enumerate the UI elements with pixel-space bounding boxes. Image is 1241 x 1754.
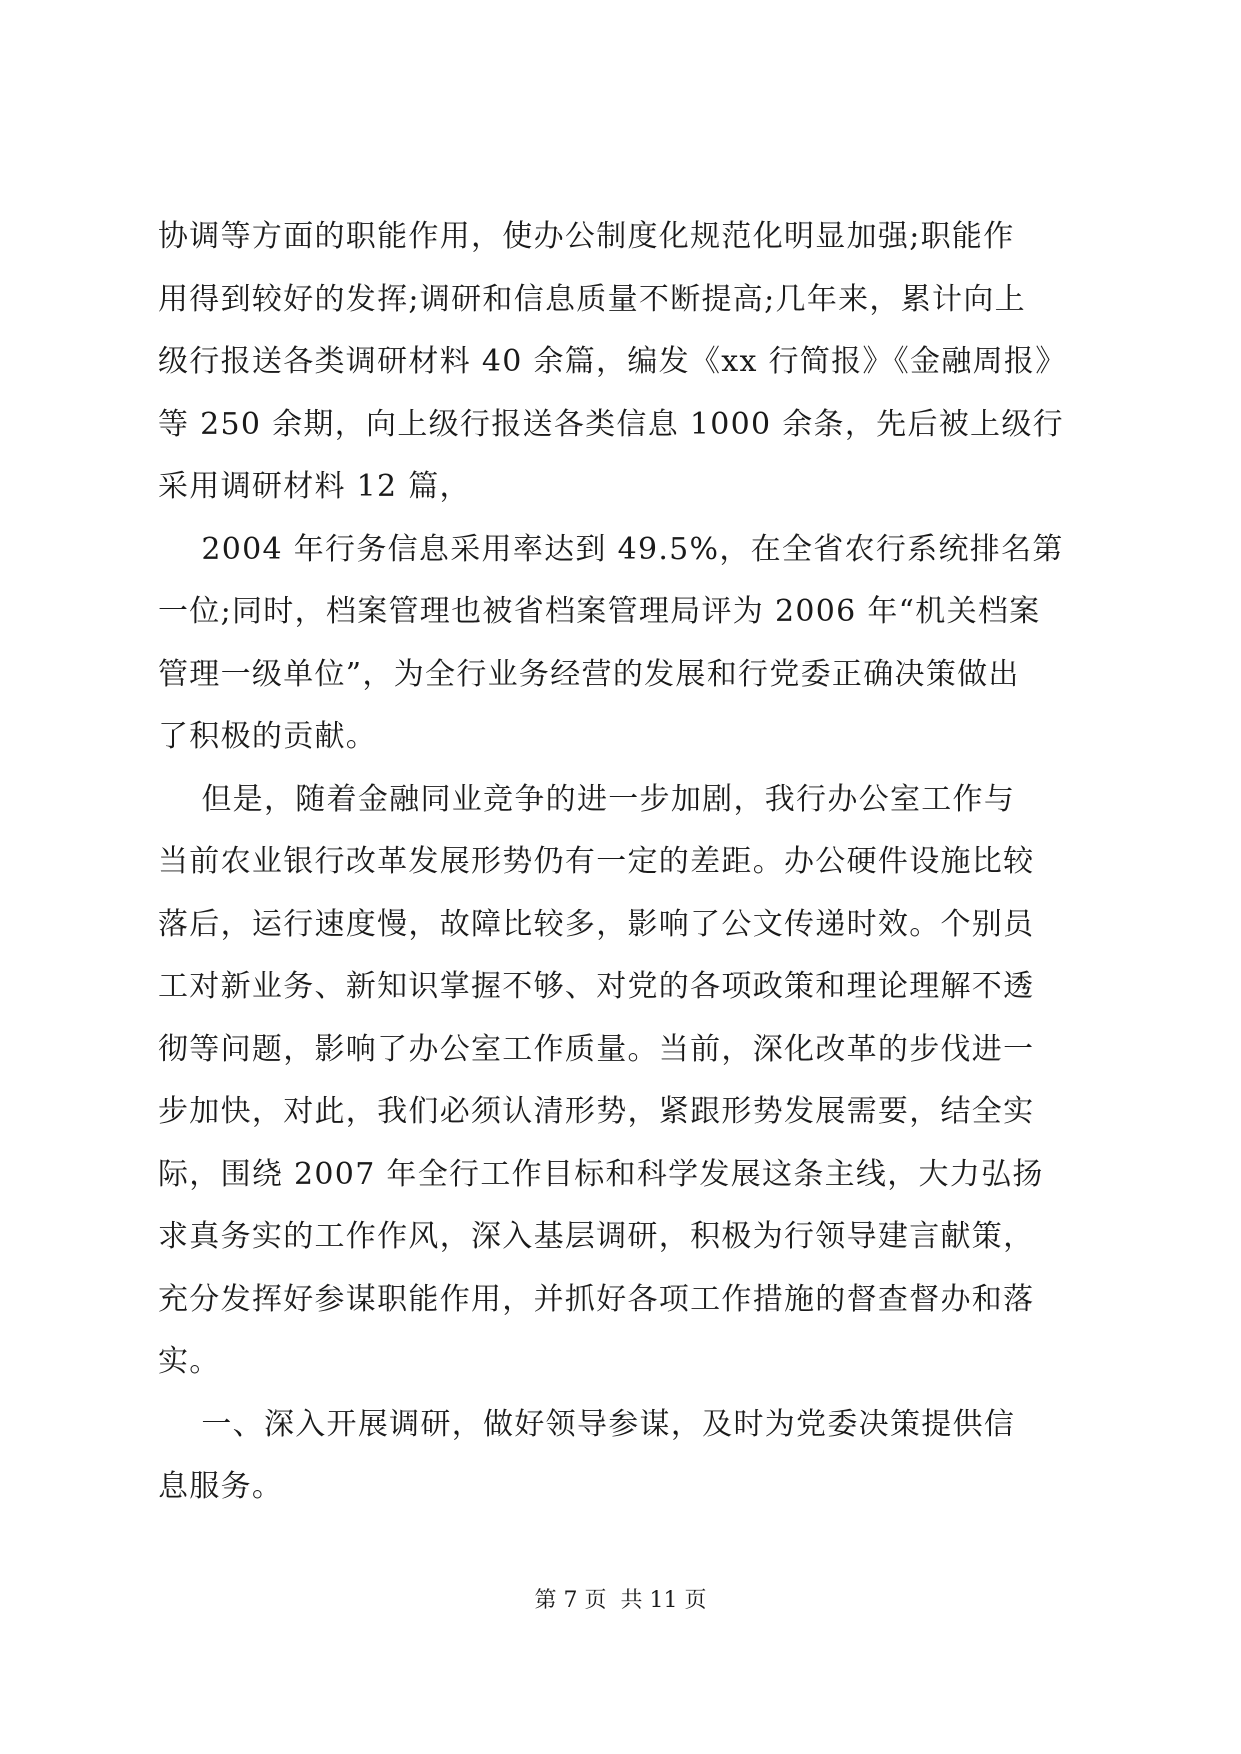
text-line: 步加快，对此，我们必须认清形势，紧跟形势发展需要，结全实 (158, 1094, 1035, 1129)
text-line: 一、深入开展调研，做好领导参谋，及时为党委决策提供信 (158, 1406, 1016, 1442)
text-line: 际，围绕 2007 年全行工作目标和科学发展这条主线，大力弘扬 (158, 1156, 1044, 1192)
text-line: 用得到较好的发挥;调研和信息质量不断提高;几年来，累计向上 (158, 281, 1026, 317)
text-line: 一位;同时，档案管理也被省档案管理局评为 2006 年“机关档案 (158, 594, 1041, 629)
text-line: 息服务。 (158, 1469, 284, 1504)
text-line: 当前农业银行改革发展形势仍有一定的差距。办公硬件设施比较 (158, 844, 1035, 879)
text-line: 管理一级单位”，为全行业务经营的发展和行党委正确决策做出 (158, 656, 1020, 692)
page-number-footer: 第 7 页 共 11 页 (534, 1588, 707, 1613)
text-line: 协调等方面的职能作用，使办公制度化规范化明显加强;职能作 (158, 219, 1015, 254)
text-line: 工对新业务、新知识掌握不够、对党的各项政策和理论理解不透 (158, 969, 1035, 1004)
text-line: 充分发挥好参谋职能作用，并抓好各项工作措施的督查督办和落 (158, 1281, 1035, 1317)
text-line: 求真务实的工作作风，深入基层调研，积极为行领导建言献策， (158, 1219, 1035, 1254)
text-line: 落后，运行速度慢，故障比较多，影响了公文传递时效。个别员 (158, 906, 1035, 942)
text-line: 了积极的贡献。 (158, 719, 378, 754)
text-line: 实。 (158, 1344, 221, 1379)
text-line: 等 250 余期，向上级行报送各类信息 1000 余条，先后被上级行 (158, 406, 1064, 442)
text-line: 彻等问题，影响了办公室工作质量。当前，深化改革的步伐进一 (158, 1031, 1035, 1067)
text-line: 2004 年行务信息采用率达到 49.5%，在全省农行系统排名第 (158, 531, 1064, 567)
text-line: 采用调研材料 12 篇， (158, 469, 471, 504)
document-body (158, 206, 1078, 1519)
text-line: 级行报送各类调研材料 40 余篇，编发《xx 行简报》《金融周报》 (158, 344, 1067, 379)
text-line: 但是，随着金融同业竞争的进一步加剧，我行办公室工作与 (158, 781, 1016, 817)
